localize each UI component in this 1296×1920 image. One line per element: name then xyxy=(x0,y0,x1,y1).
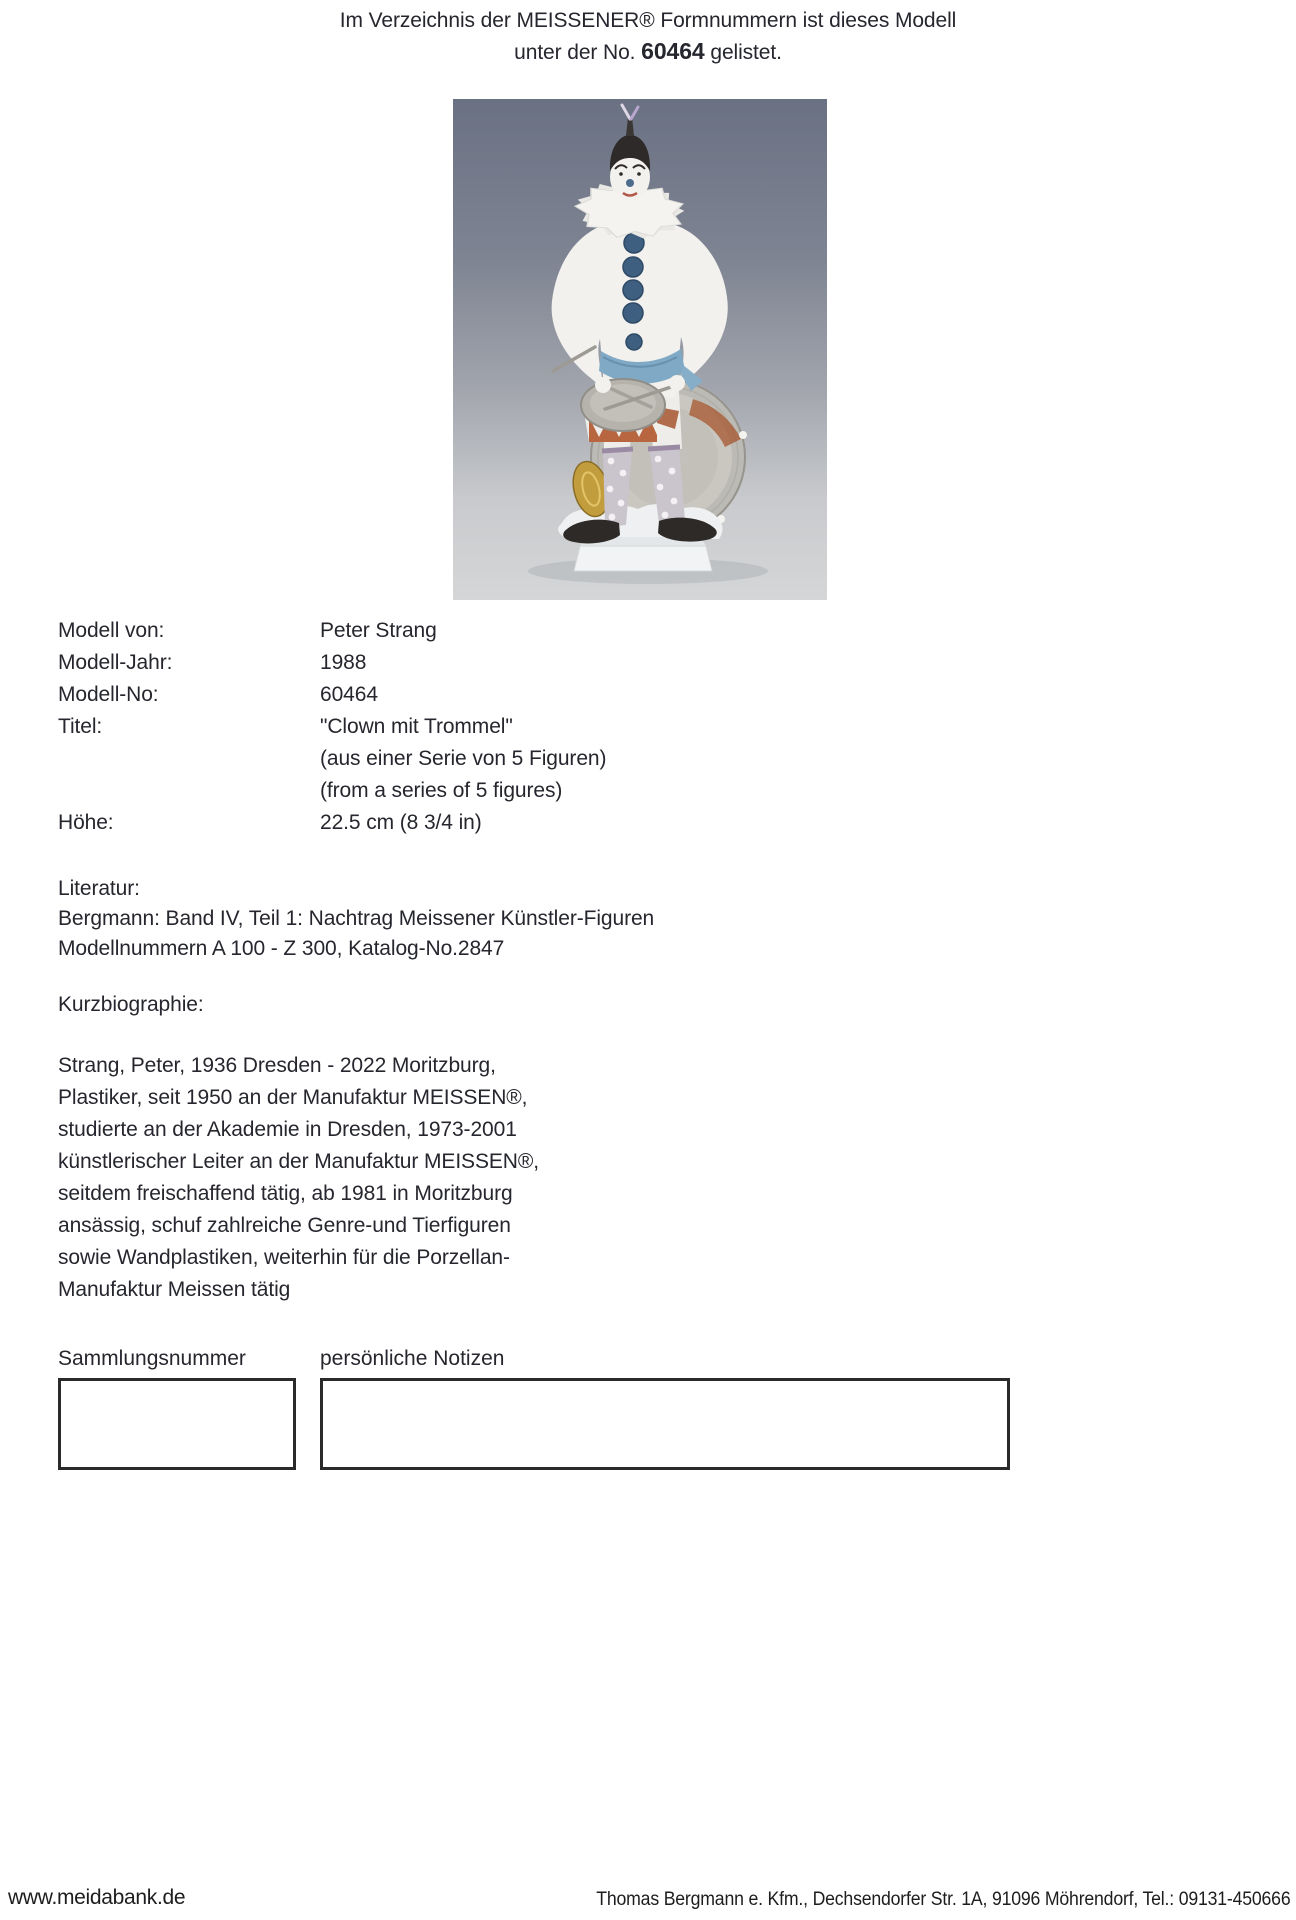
left-hand xyxy=(595,377,611,393)
personal-notes-box[interactable] xyxy=(320,1378,1010,1470)
detail-value: "Clown mit Trommel" xyxy=(320,715,513,738)
detail-value: Peter Strang xyxy=(320,619,437,642)
detail-label: Höhe: xyxy=(58,811,114,834)
biography-line: studierte an der Akademie in Dresden, 1973-2001 xyxy=(58,1118,517,1141)
detail-row xyxy=(58,615,606,647)
literature-section xyxy=(58,874,654,964)
biography-line: Strang, Peter, 1936 Dresden - 2022 Moritzburg, xyxy=(58,1054,496,1077)
detail-row xyxy=(58,775,606,807)
detail-row xyxy=(58,807,606,839)
detail-value: (aus einer Serie von 5 Figuren) xyxy=(320,747,607,770)
header-line-2 xyxy=(0,36,1296,68)
detail-row xyxy=(58,743,606,775)
literature-line: Modellnummern A 100 - Z 300, Katalog-No.2847 xyxy=(58,937,505,960)
detail-label: Titel: xyxy=(58,715,103,738)
detail-row xyxy=(58,679,606,711)
detail-row xyxy=(58,711,606,743)
biography-line: künstlerischer Leiter an der Manufaktur MEISSEN®, xyxy=(58,1150,539,1173)
biography-line: Plastiker, seit 1950 an der Manufaktur MEISSEN®, xyxy=(58,1086,528,1109)
literature-heading: Literatur: xyxy=(58,877,140,900)
model-number: 60464 xyxy=(641,38,705,64)
header-line-2-prefix: unter der No. xyxy=(514,41,642,64)
footer-contact: Thomas Bergmann e. Kfm., Dechsendorfer Str. 1A, 91096 Möhrendorf, Tel.: 09131-450666 xyxy=(595,1889,1290,1910)
right-hand xyxy=(669,375,685,391)
detail-label: Modell von: xyxy=(58,619,165,642)
model-details xyxy=(58,615,606,839)
biography-line: sowie Wandplastiken, weiterhin für die Porzellan- xyxy=(58,1246,510,1269)
biography-heading: Kurzbiographie: xyxy=(58,993,204,1016)
detail-value: (from a series of 5 figures) xyxy=(320,779,563,802)
detail-value: 60464 xyxy=(320,683,378,706)
detail-value: 22.5 cm (8 3/4 in) xyxy=(320,811,482,834)
header-line-1: Im Verzeichnis der MEISSENER® Formnummern ist dieses Modell xyxy=(339,9,957,32)
literature-line: Bergmann: Band IV, Teil 1: Nachtrag Meissener Künstler-Figuren xyxy=(58,907,655,930)
figurine-photo xyxy=(453,99,827,600)
collection-number-label: Sammlungsnummer xyxy=(58,1347,246,1370)
figurine-illustration xyxy=(453,99,827,600)
personal-notes-label: persönliche Notizen xyxy=(320,1347,505,1370)
detail-value: 1988 xyxy=(320,651,367,674)
biography-line: seitdem freischaffend tätig, ab 1981 in Moritzburg xyxy=(58,1182,513,1205)
footer-website: www.meidabank.de xyxy=(8,1886,186,1909)
detail-row xyxy=(58,647,606,679)
header-line-2-suffix: gelistet. xyxy=(704,41,782,64)
detail-label: Modell-Jahr: xyxy=(58,651,173,674)
biography-line: Manufaktur Meissen tätig xyxy=(58,1278,291,1301)
page-header xyxy=(0,6,1296,68)
biography-line: ansässig, schuf zahlreiche Genre-und Tierfiguren xyxy=(58,1214,511,1237)
biography-text xyxy=(58,1050,539,1306)
detail-label: Modell-No: xyxy=(58,683,159,706)
collection-number-box[interactable] xyxy=(58,1378,296,1470)
